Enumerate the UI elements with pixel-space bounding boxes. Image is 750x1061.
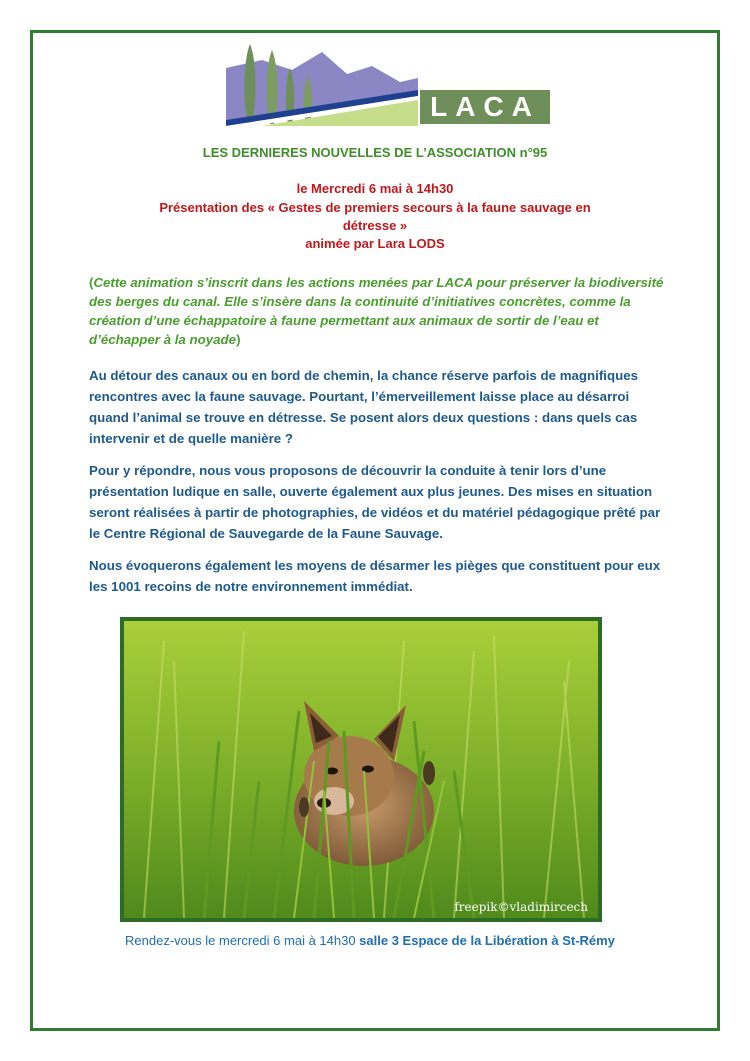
paragraph-traps: Nous évoquerons également les moyens de désarmer les pièges que constituent pour eux les 1001 recoins de notre environnement immédiat. xyxy=(89,558,661,594)
footer-rendezvous xyxy=(0,933,740,948)
photo-credit: freepik©vladimircech xyxy=(454,900,588,914)
newsletter-title: LES DERNIERES NOUVELLES DE L’ASSOCIATION n°95 xyxy=(202,145,548,160)
note-text: Cette animation s’inscrit dans les actions menées par LACA pour préserver la biodiversité des berges du canal. Elle s’insère dans la continuité d’initiatives concrètes, comme la création d’une échappatoire à faune permettant aux animaux de sortir de l’eau et d’échapper à la noyade xyxy=(89,275,664,347)
footer-prefix: Rendez-vous le mercredi 6 mai à 14h30 xyxy=(125,933,360,948)
event-host: animée par Lara LODS xyxy=(305,236,445,251)
paragraph-intro: Au détour des canaux ou en bord de chemin, la chance réserve parfois de magnifiques rencontres avec la faune sauvage. Pourtant, l’émerveillement laisse place au désarroi quand l’animal se trouve en détresse. Se posent alors deux questions : dans quels cas intervenir et de quelle manière ? xyxy=(89,368,639,446)
laca-logo xyxy=(222,38,552,130)
footer-location: salle 3 Espace de la Libération à St-Rémy xyxy=(359,933,615,948)
fox-illustration xyxy=(124,621,598,918)
note-open-paren: ( xyxy=(89,275,94,290)
context-note xyxy=(89,273,669,349)
fox-cub-photo xyxy=(120,617,602,922)
paragraph-presentation: Pour y répondre, nous vous proposons de découvrir la conduite à tenir lors d’une présentation ludique en salle, ouverte également aux plus jeunes. Des mises en situation seront réalisées à partir de photographies, de vidéos et du matériel pédagogique prêté par le Centre Régional de Sauvegarde de la Faune Sauvage. xyxy=(89,463,661,541)
note-close-paren: ) xyxy=(236,332,241,347)
event-date: le Mercredi 6 mai à 14h30 xyxy=(296,181,454,196)
logo-text: LACA xyxy=(420,90,550,124)
event-title-line2: détresse » xyxy=(342,218,408,233)
event-title-line1: Présentation des « Gestes de premiers secours à la faune sauvage en xyxy=(159,200,591,215)
